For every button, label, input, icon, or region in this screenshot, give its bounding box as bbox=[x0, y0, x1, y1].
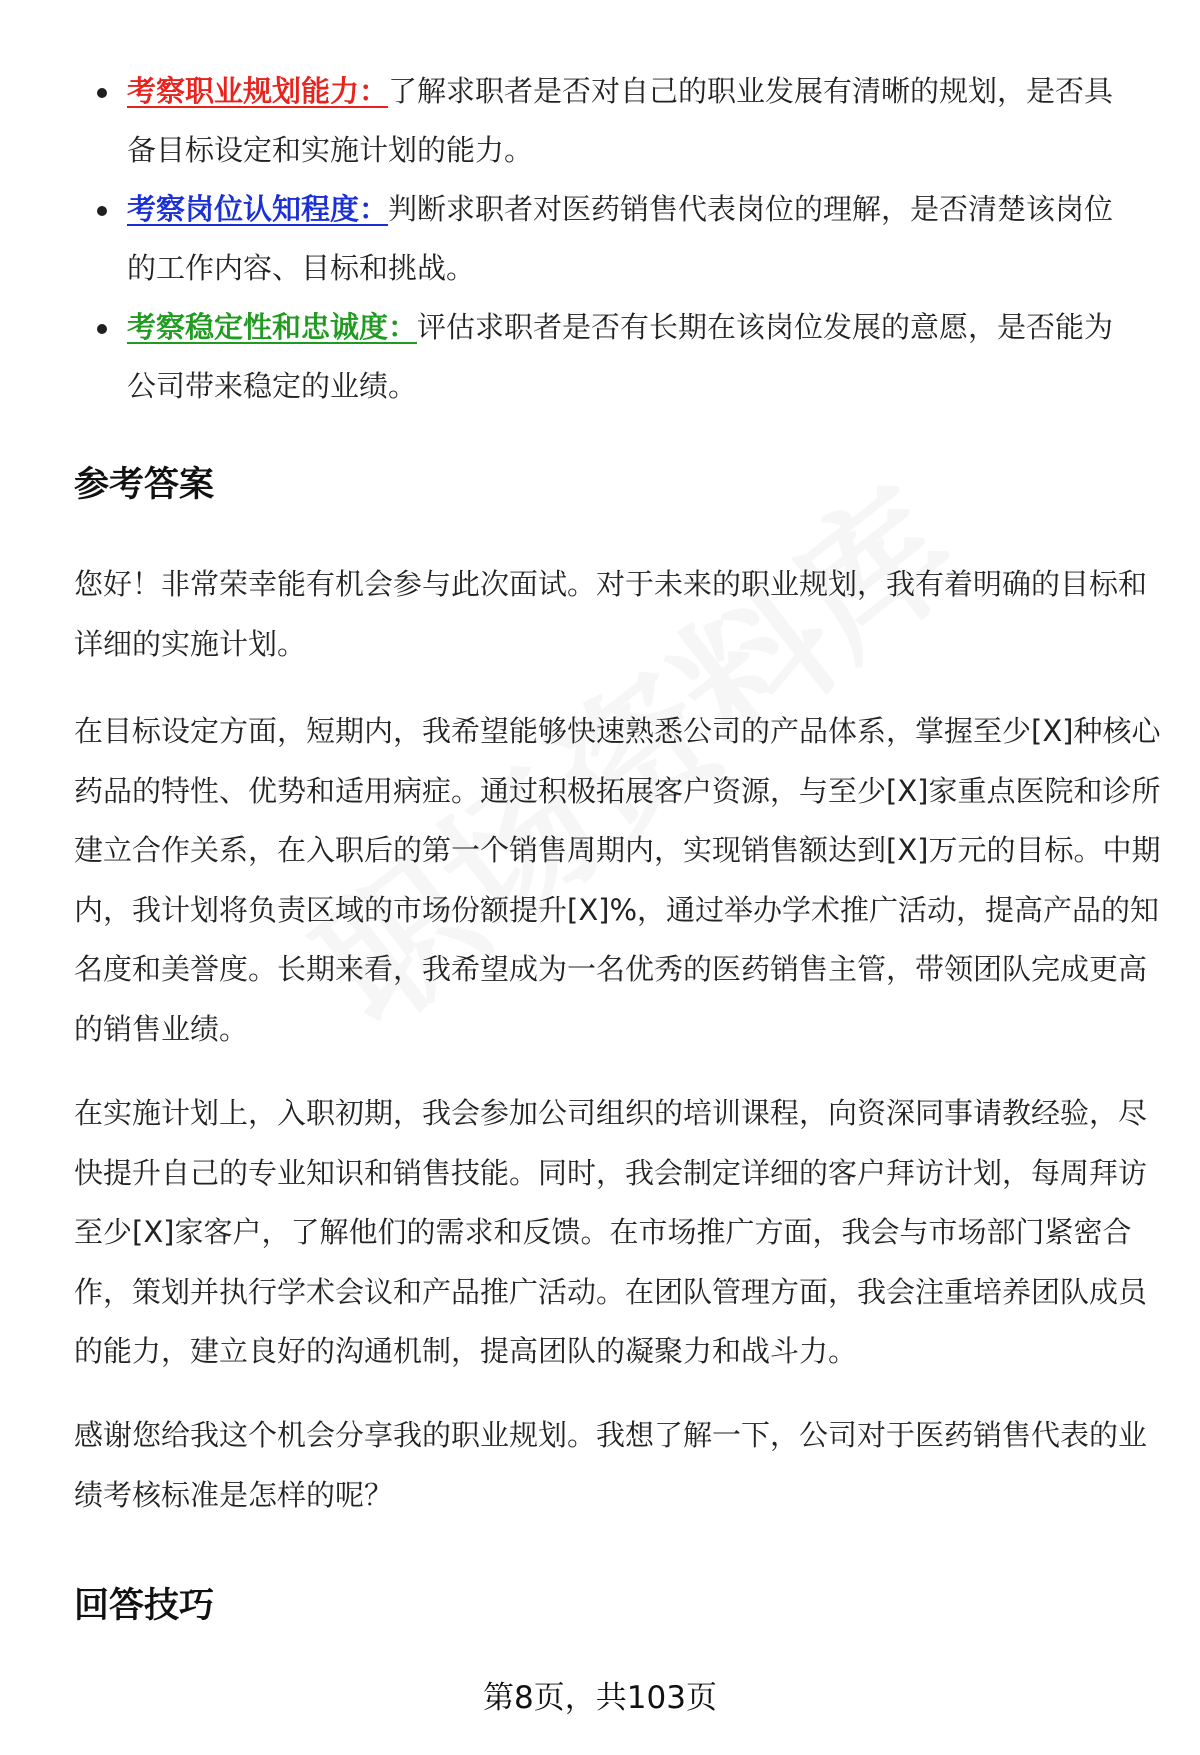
bullet-dot-icon bbox=[97, 206, 107, 216]
list-item bbox=[0, 298, 1200, 416]
paragraph-intro: 您好！非常荣幸能有机会参与此次面试。对于未来的职业规划，我有着明确的目标和详细的实施计划。 bbox=[74, 567, 1148, 661]
paragraph-closing: 感谢您给我这个机会分享我的职业规划。我想了解一下，公司对于医药销售代表的业绩考核标准是怎样的呢？ bbox=[74, 1418, 1148, 1512]
bullet-dot-icon bbox=[97, 324, 107, 334]
bullet-dot-icon bbox=[97, 88, 107, 98]
paragraph-plan: 在实施计划上，入职初期，我会参加公司组织的培训课程，向资深同事请教经验，尽快提升自己的专业知识和销售技能。同时，我会制定详细的客户拜访计划，每周拜访至少[X]家客户，了解他们的需求和反馈。在市场推广方面，我会与市场部门紧密合作，策划并执行学术会议和产品推广活动。在团队管理方面，我会注重培养团队成员的能力，建立良好的沟通机制，提高团队的凝聚力和战斗力。 bbox=[74, 1096, 1148, 1368]
bullet-text: 了解求职者是否对自己的职业发展有清晰的规划，是否具备目标设定和实施计划的能力。 bbox=[127, 74, 1114, 167]
paragraph-goals: 在目标设定方面，短期内，我希望能够快速熟悉公司的产品体系，掌握至少[X]种核心药品的特性、优势和适用病症。通过积极拓展客户资源，与至少[X]家重点医院和诊所建立合作关系，在入职后的第一个销售周期内，实现销售额达到[X]万元的目标。中期内，我计划将负责区域的市场份额提升[X]%，通过举办学术推广活动，提高产品的知名度和美誉度。长期来看，我希望成为一名优秀的医药销售主管，带领团队完成更高的销售业绩。 bbox=[74, 714, 1161, 1046]
bullet-heading: 考察职业规划能力： bbox=[127, 74, 389, 108]
bullet-text: 评估求职者是否有长期在该岗位发展的意愿，是否能为公司带来稳定的业绩。 bbox=[127, 310, 1114, 403]
page-number: 第8页，共103页 bbox=[483, 1680, 717, 1716]
list-item bbox=[0, 180, 1200, 298]
section-heading-tips: 回答技巧 bbox=[74, 1586, 215, 1626]
bullet-heading: 考察稳定性和忠诚度： bbox=[127, 310, 418, 344]
section-heading-reference: 参考答案 bbox=[74, 465, 215, 505]
bullet-text: 判断求职者对医药销售代表岗位的理解，是否清楚该岗位的工作内容、目标和挑战。 bbox=[127, 192, 1114, 285]
criteria-list bbox=[0, 62, 1200, 416]
list-item bbox=[0, 62, 1200, 180]
bullet-heading: 考察岗位认知程度： bbox=[127, 192, 389, 226]
